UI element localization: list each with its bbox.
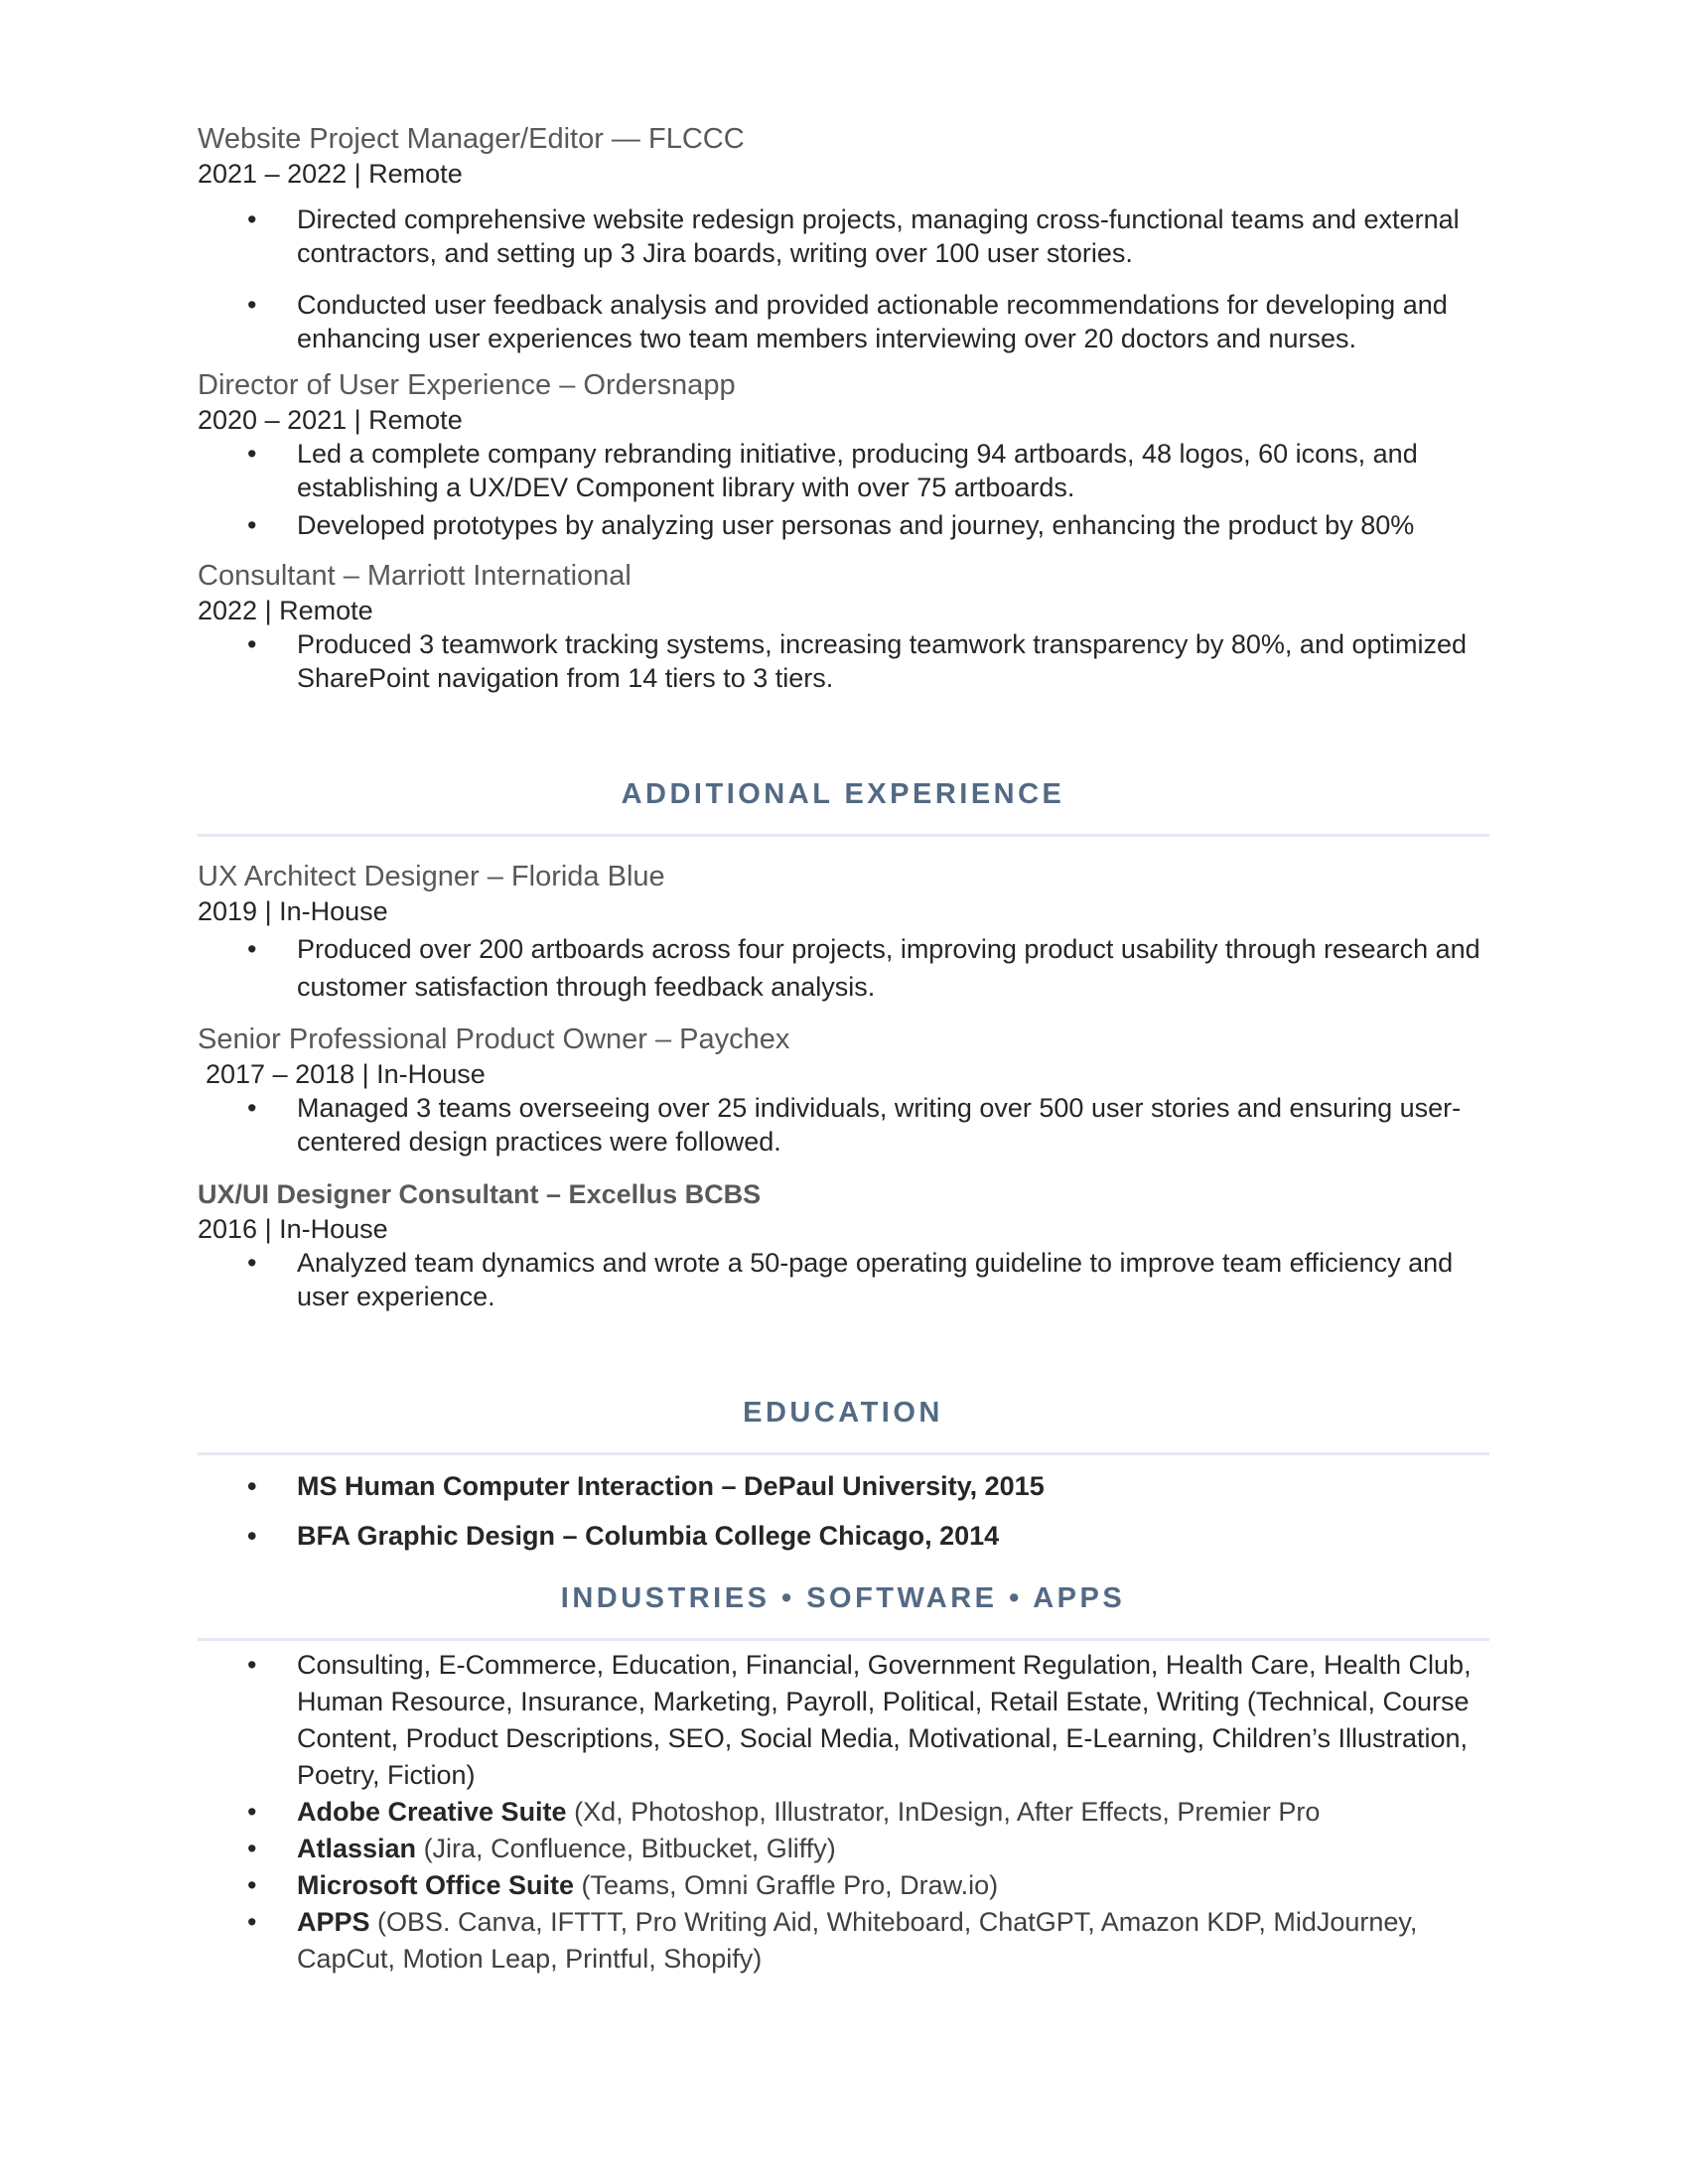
job-dates-location: 2017 – 2018 | In-House: [206, 1059, 486, 1089]
skill-group-tools: (Xd, Photoshop, Illustrator, InDesign, After Effects, Premier Pro: [566, 1797, 1321, 1827]
skill-group-item: [198, 1904, 1488, 1978]
section-education: [198, 1395, 1488, 1553]
skill-group-name: Adobe Creative Suite: [297, 1797, 567, 1827]
industries-item: • Consulting, E-Commerce, Education, Financial, Government Regulation, Health Care, Health Club, Human Resource, Insurance, Marketing, Payroll, Political, Retail Estate, Writing (Technical, Course Content, Product Descriptions, SEO, Social Media, Motivational, E-Learning, Children’s Illustration, Poetry, Fiction): [198, 1647, 1488, 1794]
job-entry: [198, 558, 1488, 695]
skill-group-item: [198, 1831, 1488, 1867]
resume-content: [198, 121, 1488, 1978]
job-entry: [198, 1022, 1488, 1159]
skill-group-tools: (Jira, Confluence, Bitbucket, Gliffy): [416, 1834, 836, 1863]
section-heading: ADDITIONAL EXPERIENCE: [621, 778, 1065, 810]
job-bullets: [198, 930, 1488, 1006]
skill-group-name: APPS: [297, 1907, 370, 1937]
job-dates-location: 2022 | Remote: [198, 596, 373, 625]
section-heading: INDUSTRIES • SOFTWARE • APPS: [560, 1582, 1126, 1614]
skill-group-tools: (OBS. Canva, IFTTT, Pro Writing Aid, Whiteboard, ChatGPT, Amazon KDP, MidJourney, CapCut, Motion Leap, Printful, Shopify): [297, 1907, 1418, 1974]
skills-list: [198, 1647, 1488, 1978]
section-divider: [198, 834, 1489, 837]
job-entry: [198, 1176, 1488, 1313]
job-entry: [198, 859, 1488, 1006]
education-item: • BFA Graphic Design – Columbia College Chicago, 2014: [198, 1519, 1488, 1553]
section-divider: [198, 1452, 1489, 1455]
job-title: UX Architect Designer – Florida Blue: [198, 861, 665, 892]
bullet-item: • Analyzed team dynamics and wrote a 50-page operating guideline to improve team efficiency and user experience.: [198, 1246, 1488, 1313]
bullet-item: • Managed 3 teams overseeing over 25 individuals, writing over 500 user stories and ensuring user-centered design practices were followed.: [198, 1091, 1488, 1159]
job-bullets: [198, 627, 1488, 695]
job-title: UX/UI Designer Consultant – Excellus BCBS: [198, 1179, 762, 1209]
section-skills: [198, 1580, 1488, 1978]
job-entry: [198, 367, 1488, 542]
education-list: [198, 1469, 1488, 1553]
skill-group-name: Atlassian: [297, 1834, 417, 1863]
bullet-item: • Conducted user feedback analysis and provided actionable recommendations for developing and enhancing user experiences two team members interviewing over 20 doctors and nurses.: [198, 288, 1488, 355]
job-dates-location: 2020 – 2021 | Remote: [198, 405, 463, 435]
bullet-item: • Produced 3 teamwork tracking systems, increasing teamwork transparency by 80%, and optimized SharePoint navigation from 14 tiers to 3 tiers.: [198, 627, 1488, 695]
bullet-item: • Developed prototypes by analyzing user personas and journey, enhancing the product by 80%: [198, 508, 1488, 542]
skill-group-tools: (Teams, Omni Graffle Pro, Draw.io): [574, 1870, 999, 1900]
job-bullets: [198, 1091, 1488, 1159]
bullet-item: • Directed comprehensive website redesign projects, managing cross-functional teams and external contractors, and setting up 3 Jira boards, writing over 100 user stories.: [198, 203, 1488, 270]
job-bullets: [198, 437, 1488, 542]
bullet-item: • Produced over 200 artboards across four projects, improving product usability through research and customer satisfaction through feedback analysis.: [198, 930, 1488, 1006]
job-title: Website Project Manager/Editor — FLCCC: [198, 123, 745, 155]
skill-group-item: [198, 1867, 1488, 1904]
job-bullets: [198, 203, 1488, 355]
education-item: • MS Human Computer Interaction – DePaul University, 2015: [198, 1469, 1488, 1503]
job-dates-location: 2019 | In-House: [198, 896, 388, 926]
job-bullets: [198, 1246, 1488, 1313]
section-divider: [198, 1638, 1489, 1641]
job-entry: [198, 121, 1488, 355]
section-additional-experience: [198, 776, 1488, 1313]
skill-group-name: Microsoft Office Suite: [297, 1870, 575, 1900]
job-title: Senior Professional Product Owner – Paychex: [198, 1024, 790, 1055]
section-heading: EDUCATION: [743, 1397, 943, 1429]
skill-group-item: [198, 1794, 1488, 1831]
job-title: Consultant – Marriott International: [198, 560, 632, 592]
job-dates-location: 2021 – 2022 | Remote: [198, 159, 463, 189]
job-title: Director of User Experience – Ordersnapp: [198, 369, 736, 401]
bullet-item: • Led a complete company rebranding initiative, producing 94 artboards, 48 logos, 60 icons, and establishing a UX/DEV Component library with over 75 artboards.: [198, 437, 1488, 504]
job-dates-location: 2016 | In-House: [198, 1214, 388, 1244]
